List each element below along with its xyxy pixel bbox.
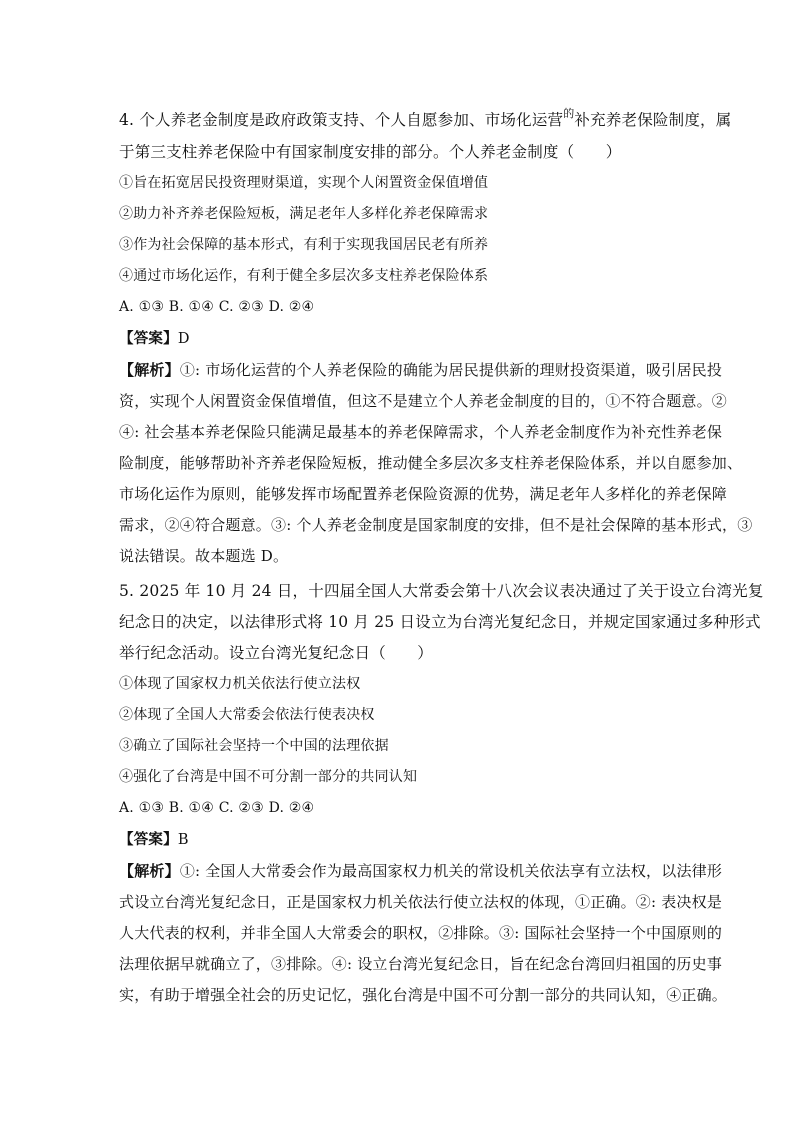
stem-text: 4. 个人养老金制度是政府政策支持、个人自愿参加、市场化运营 xyxy=(119,111,564,129)
question-5-analysis-line-1 xyxy=(119,856,723,887)
analysis-label: 【解析】 xyxy=(119,862,180,880)
question-5-option-3: ③确立了国际社会坚持一个中国的法理依据 xyxy=(119,738,389,754)
question-5-analysis-line-2: 式设立台湾光复纪念日，正是国家权力机关依法行使立法权的体现，①正确。②: 表决权是 xyxy=(119,893,723,911)
question-4-analysis-line-5: 市场化运作为原则，能够发挥市场配置养老保险资源的优势，满足老年人多样化的养老保障 xyxy=(119,485,728,503)
question-4-analysis-line-2: 资，实现个人闲置资金保值增值，但这不是建立个人养老金制度的目的，①不符合题意。② xyxy=(119,392,728,410)
question-4-analysis-line-4: 险制度，能够帮助补齐养老保险短板，推动健全多层次多支柱养老保险体系，并以自愿参加、 xyxy=(119,454,743,472)
question-5-option-1: ①体现了国家权力机关依法行使立法权 xyxy=(119,676,361,692)
analysis-text: ①: 全国人大常委会作为最高国家权力机关的常设机关依法享有立法权，以法律形 xyxy=(179,862,723,880)
question-4-choices: A. ①③ B. ①④ C. ②③ D. ②④ xyxy=(119,299,315,315)
question-4 xyxy=(119,105,753,572)
question-4-stem-line-2: 于第三支柱养老保险中有国家制度安排的部分。个人养老金制度（ ） xyxy=(119,143,622,161)
question-4-analysis-line-7: 说法错误。故本题选 D。 xyxy=(119,547,289,565)
answer-value: D xyxy=(177,331,190,347)
question-5-option-4: ④强化了台湾是中国不可分割一部分的共同认知 xyxy=(119,769,418,785)
question-5-answer xyxy=(119,824,679,856)
question-4-analysis-line-3: ④: 社会基本养老保险只能满足最基本的养老保障需求，个人养老金制度作为补充性养老保 xyxy=(119,423,723,441)
question-4-option-2: ②助力补齐养老保险短板，满足老年人多样化养老保障需求 xyxy=(119,206,489,222)
question-5 xyxy=(119,576,764,1011)
stem-text-tail: 补充养老保险制度，属 xyxy=(574,111,732,129)
question-4-analysis-line-1 xyxy=(119,355,723,386)
answer-value: B xyxy=(177,832,189,848)
question-4-option-1: ①旨在拓宽居民投资理财渠道，实现个人闲置资金保值增值 xyxy=(119,175,489,191)
answer-label: 【答案】 xyxy=(119,831,178,848)
analysis-text: ①: 市场化运营的个人养老保险的确能为居民提供新的理财投资渠道，吸引居民投 xyxy=(179,361,723,379)
question-5-stem-line-3: 举行纪念活动。设立台湾光复纪念日（ ） xyxy=(119,644,434,662)
question-4-analysis-line-6: 需求，②④符合题意。③: 个人养老金制度是国家制度的安排，但不是社会保障的基本形式，③ xyxy=(119,516,753,534)
question-4-option-4: ④通过市场化运作，有利于健全多层次多支柱养老保险体系 xyxy=(119,268,489,284)
question-5-analysis-line-5: 实，有助于增强全社会的历史记忆，强化台湾是中国不可分割一部分的共同认知，④正确。 xyxy=(119,986,728,1004)
question-5-option-2: ②体现了全国人大常委会依法行使表决权 xyxy=(119,707,375,723)
question-4-stem-line-1 xyxy=(119,105,732,137)
question-4-answer xyxy=(119,323,679,355)
answer-label: 【答案】 xyxy=(119,330,178,347)
question-4-option-3: ③作为社会保障的基本形式，有利于实现我国居民老有所养 xyxy=(119,237,489,253)
question-5-choices: A. ①③ B. ①④ C. ②③ D. ②④ xyxy=(119,800,315,816)
question-5-stem-line-2: 纪念日的决定，以法律形式将 10 月 25 日设立为台湾光复纪念日，并规定国家通过多种形式 xyxy=(119,613,761,631)
stem-superscript: 的 xyxy=(563,107,575,120)
question-5-analysis-line-3: 人大代表的权利，并非全国人大常委会的职权，②排除。③: 国际社会坚持一个中国原则的 xyxy=(119,924,723,942)
question-5-analysis-line-4: 法理依据早就确立了，③排除。④: 设立台湾光复纪念日，旨在纪念台湾回归祖国的历史事 xyxy=(119,955,723,973)
question-5-stem-line-1: 5. 2025 年 10 月 24 日，十四届全国人大常委会第十八次会议表决通过了关于设立台湾光复 xyxy=(119,582,764,600)
analysis-label: 【解析】 xyxy=(119,361,180,379)
